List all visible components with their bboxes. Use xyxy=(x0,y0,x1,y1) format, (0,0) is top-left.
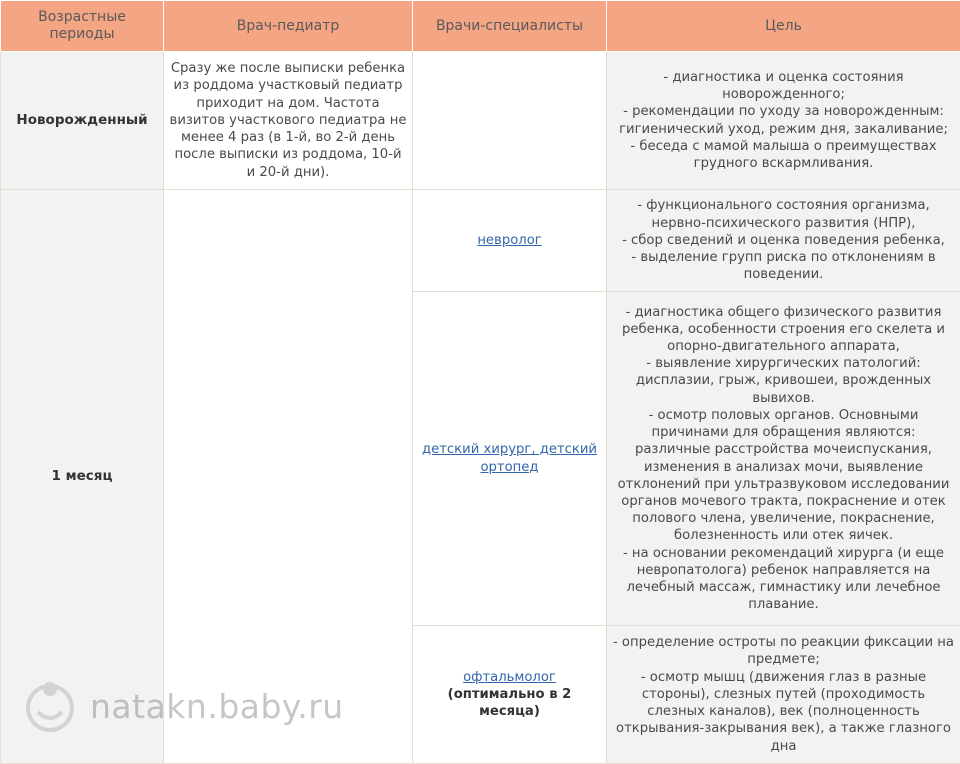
goal-cell-neurologist xyxy=(607,190,960,292)
period-cell-newborn: Новорожденный xyxy=(1,52,164,190)
specialist-cell-newborn xyxy=(413,52,607,190)
table-row-neurologist xyxy=(1,190,960,292)
ophthalmologist-link[interactable]: офтальмолог xyxy=(463,670,556,685)
goal-text-surgeon: - диагностика общего физического развития ребенка, особенности строения его скелета и опорно-двигательного аппарата, - выявление хирургических патологий: дисплазии, грыж, кривошеи, врожденных вывихов. - осмотр половых органов. Основными причинами для обращения являются: различные расстройства мочеиспускания, изменения в анализах мочи, выявление отклонений при ультразвуковом исследовании органов мочевого тракта, покраснение и отек полового члена, увеличение, покраснение, болезненность или отек яичек. - на основании рекомендаций хирурга (и еще невропатолога) ребенок направляется на лечебный массаж, гимнастику или лечебное плавание. xyxy=(612,304,955,614)
goal-cell-ophthalmologist xyxy=(607,626,960,764)
pediatrician-cell-1month xyxy=(164,190,413,764)
table-header-row xyxy=(1,1,960,52)
goal-text-ophthalmologist: - определение остроты по реакции фиксации на предмете; - осмотр мышц (движения глаз в разные стороны), слезных путей (проходимость слезных каналов), век (полноценность открывания-закрывания век), а также глазного дна xyxy=(612,634,955,754)
watermark-text: natakn.baby.ru xyxy=(90,687,344,726)
goal-cell-newborn xyxy=(607,52,960,190)
ophthalmologist-note: (оптимально в 2 месяца) xyxy=(448,687,572,719)
period-cell-1month: 1 месяц xyxy=(1,190,164,764)
header-specialists: Врачи-специалисты xyxy=(413,1,607,52)
specialist-cell-neurologist xyxy=(413,190,607,292)
header-pediatrician: Врач-педиатр xyxy=(164,1,413,52)
table-row-newborn xyxy=(1,52,960,190)
header-period: Возрастные периоды xyxy=(1,1,164,52)
goal-cell-surgeon xyxy=(607,292,960,626)
specialist-cell-surgeon xyxy=(413,292,607,626)
pediatrician-cell-newborn: Сразу же после выписки ребенка из роддома участковый педиатр приходит на дом. Частота визитов участкового педиатра не менее 4 раз (в 1-й, во 2-й день после выписки из роддома, 10-й и 20-й дни). xyxy=(164,52,413,190)
specialist-cell-ophthalmologist xyxy=(413,626,607,764)
surgeon-link[interactable]: детский хирург, детский ортопед xyxy=(422,442,597,474)
header-goal: Цель xyxy=(607,1,960,52)
goal-text-neurologist: - функционального состояния организма, нервно-психического развития (НПР), - сбор сведений и оценка поведения ребенка, - выделение групп риска по отклонениям в поведении. xyxy=(612,197,955,283)
goal-text-newborn: - диагностика и оценка состояния новорожденного; - рекомендации по уходу за новорожденным: гигиенический уход, режим дня, закаливание; - беседа с мамой малыша о преимуществах грудного вскармливания. xyxy=(612,69,955,172)
neurologist-link[interactable]: невролог xyxy=(477,233,541,248)
